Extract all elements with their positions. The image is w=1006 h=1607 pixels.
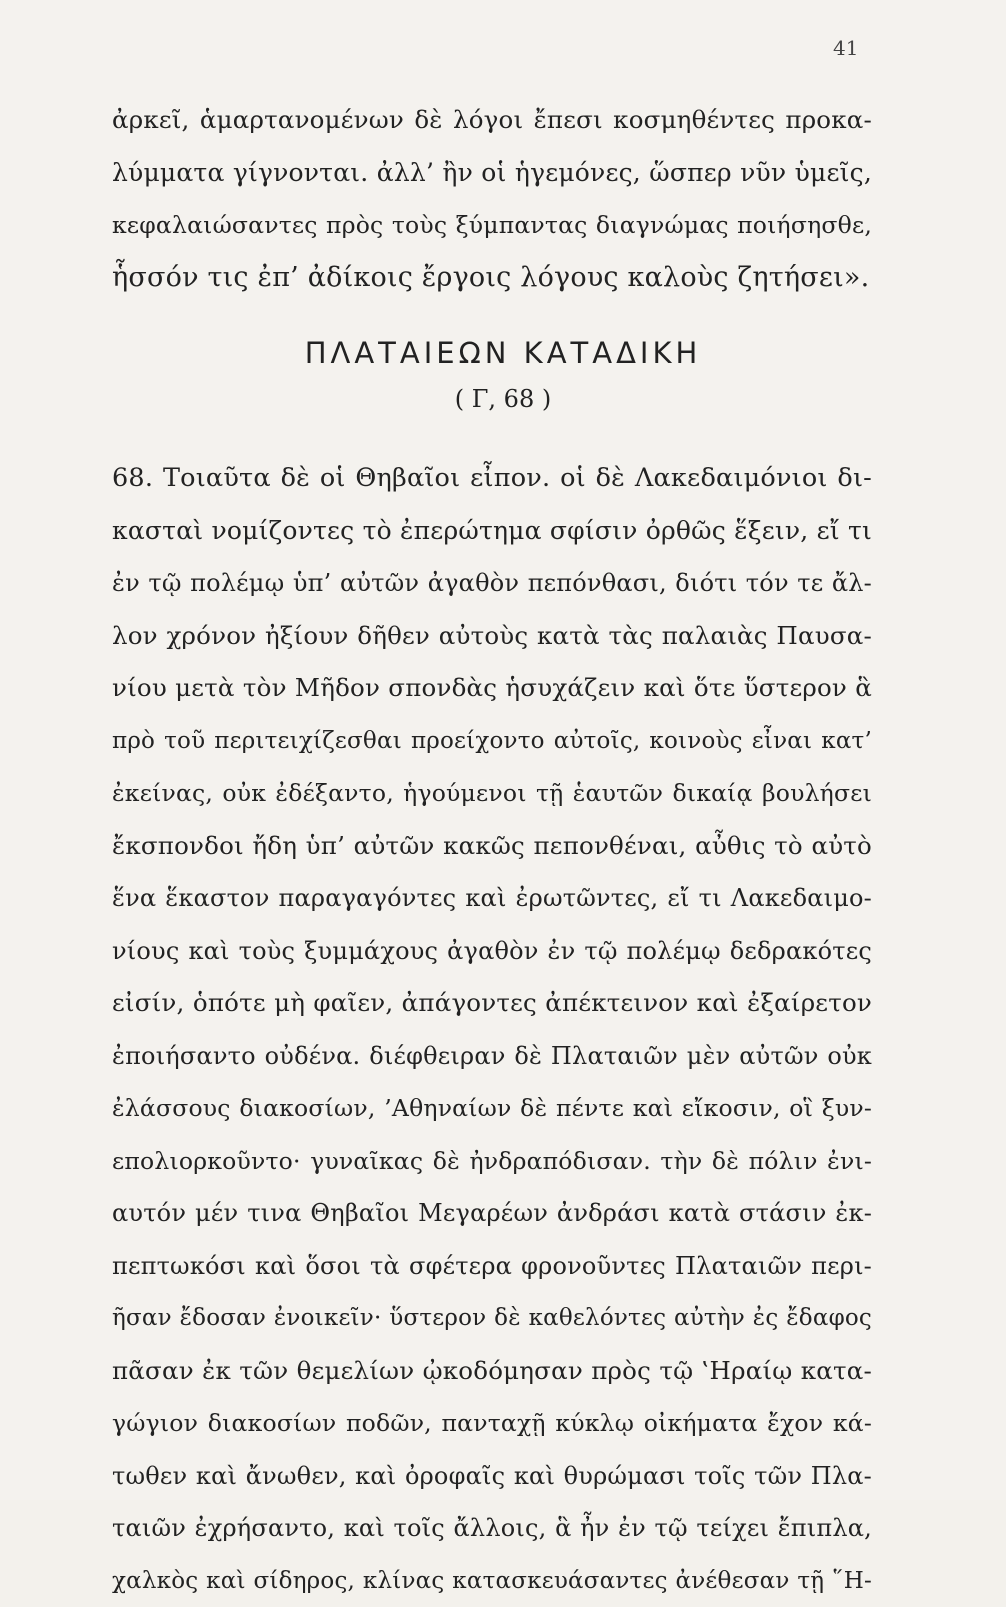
text-line: ἐκείνας, οὐκ ἐδέξαντο, ἡγούμενοι τῇ ἑαυτῶν δικαίᾳ βουλήσει (112, 767, 872, 820)
text-line: εἰσίν, ὁπότε μὴ φαῖεν, ἀπάγοντες ἀπέκτεινον καὶ ἐξαίρετον (112, 977, 872, 1030)
text-line: επολιορκοῦντο· γυναῖκας δὲ ἠνδραπόδισαν. τὴν δὲ πόλιν ἐνι- (112, 1135, 872, 1188)
text-line: κασταὶ νομίζοντες τὸ ἐπερώτημα σφίσιν ὀρθῶς ἕξειν, εἴ τι (112, 505, 872, 558)
text-line: λύμματα γίγνονται. ἀλλ’ ἢν οἱ ἡγεμόνες, ὥσπερ νῦν ὑμεῖς, (112, 147, 872, 200)
text-line: αυτόν μέν τινα Θηβαῖοι Μεγαρέων ἀνδράσι κατὰ στάσιν ἐκ- (112, 1187, 872, 1240)
text-line: νίους καὶ τοὺς ξυμμάχους ἀγαθὸν ἐν τῷ πολέμῳ δεδρακότες (112, 925, 872, 978)
text-line: κεφαλαιώσαντες πρὸς τοὺς ξύμπαντας διαγνώμας ποιήσησθε, (112, 199, 872, 252)
section-reference: ( Γ, 68 ) (0, 385, 1006, 413)
text-line: ἐλάσσους διακοσίων, ’Αθηναίων δὲ πέντε καὶ εἴκοσιν, οἳ ξυν- (112, 1082, 872, 1135)
text-line: ἕνα ἕκαστον παραγαγόντες καὶ ἐρωτῶντες, εἴ τι Λακεδαιμο- (112, 872, 872, 925)
text-line: ἀρκεῖ, ἁμαρτανομένων δὲ λόγοι ἔπεσι κοσμηθέντες προκα- (112, 94, 872, 147)
text-line: ῆσαν ἔδοσαν ἐνοικεῖν· ὕστερον δὲ καθελόντες αὐτὴν ἐς ἔδαφος (112, 1292, 872, 1345)
paragraph-main (112, 452, 872, 1607)
text-line: ἧσσόν τις ἐπ’ ἀδίκοις ἔργοις λόγους καλοὺς ζητήσει». (112, 252, 872, 305)
text-line: πεπτωκόσι καὶ ὅσοι τὰ σφέτερα φρονοῦντες Πλαταιῶν περι- (112, 1240, 872, 1293)
text-line: ἐποιήσαντο οὐδένα. διέφθειραν δὲ Πλαταιῶν μὲν αὐτῶν οὐκ (112, 1030, 872, 1083)
text-line: ταιῶν ἐχρήσαντο, καὶ τοῖς ἄλλοις, ἃ ἦν ἐν τῷ τείχει ἔπιπλα, (112, 1502, 872, 1555)
text-line: 68. Τοιαῦτα δὲ οἱ Θηβαῖοι εἶπον. οἱ δὲ Λακεδαιμόνιοι δι- (112, 452, 872, 505)
text-line: τωθεν καὶ ἄνωθεν, καὶ ὀροφαῖς καὶ θυρώμασι τοῖς τῶν Πλα- (112, 1450, 872, 1503)
text-line: ἐν τῷ πολέμῳ ὑπ’ αὐτῶν ἀγαθὸν πεπόνθασι, διότι τόν τε ἄλ- (112, 557, 872, 610)
text-line: νίου μετὰ τὸν Μῆδον σπονδὰς ἡσυχάζειν καὶ ὅτε ὕστερον ἃ (112, 662, 872, 715)
text-line: πρὸ τοῦ περιτειχίζεσθαι προείχοντο αὐτοῖς, κοινοὺς εἶναι κατ’ (112, 715, 872, 768)
text-line: πᾶσαν ἐκ τῶν θεμελίων ᾠκοδόμησαν πρὸς τῷ ‛Ηραίῳ κατα- (112, 1345, 872, 1398)
text-line: ἔκσπονδοι ἤδη ὑπ’ αὐτῶν κακῶς πεπονθέναι, αὖθις τὸ αὐτὸ (112, 820, 872, 873)
text-line: γώγιον διακοσίων ποδῶν, πανταχῇ κύκλῳ οἰκήματα ἔχον κά- (112, 1397, 872, 1450)
text-line: χαλκὸς καὶ σίδηρος, κλίνας κατασκευάσαντες ἀνέθεσαν τῇ ῞Η- (112, 1555, 872, 1607)
section-title: ΠΛΑΤΑΙΕΩΝ ΚΑΤΑΔΙΚΗ (0, 336, 1006, 370)
page-number: 41 (833, 36, 858, 60)
paragraph-top (112, 94, 872, 304)
text-line: λον χρόνον ἠξίουν δῆθεν αὐτοὺς κατὰ τὰς παλαιὰς Παυσα- (112, 610, 872, 663)
